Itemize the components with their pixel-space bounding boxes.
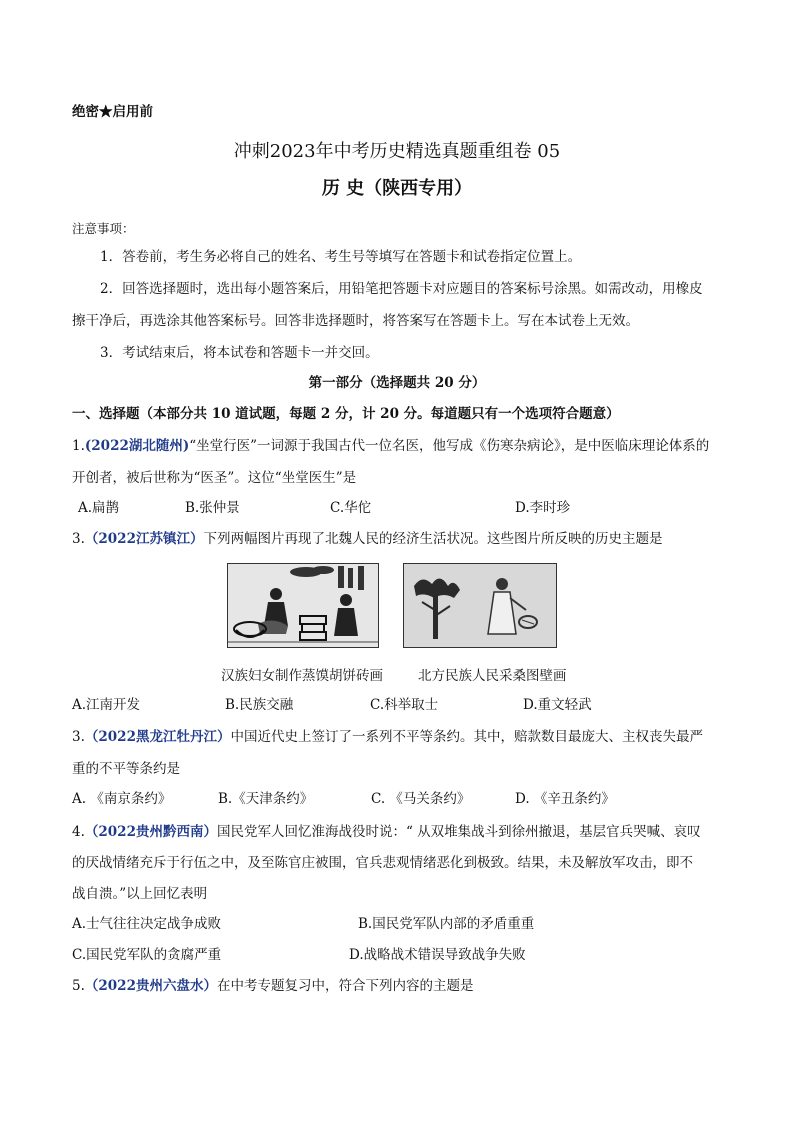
question-number: 3. (72, 531, 85, 547)
q1-option-a: A.扁鹊 (78, 500, 120, 516)
q3-option-c: C. 《马关条约》 (371, 791, 471, 807)
image-caption-1: 汉族妇女制作蒸馍胡饼砖画 (221, 668, 383, 684)
question-1-line-2: 开创者，被后世称为“医圣”。这位“坐堂医生”是 (72, 470, 357, 486)
question-source: （2022黑龙江牡丹江） (84, 729, 231, 745)
q1-option-b: B.张仲景 (185, 500, 240, 516)
question-4-line-1 (72, 823, 701, 841)
q2-option-a: A.江南开发 (72, 697, 141, 713)
q3-option-d: D. 《辛丑条约》 (515, 791, 615, 807)
section-heading: 一、选择题（本部分共 10 道试题，每题 2 分，计 20 分。每道题只有一个选项符合题意） (72, 406, 620, 422)
question-2-line-1 (72, 530, 662, 548)
question-text: 在中考专题复习中，符合下列内容的主题是 (216, 978, 474, 994)
page-title: 冲刺2023年中考历史精选真题重组卷 05 (233, 141, 561, 162)
q1-option-d: D.李时珍 (515, 500, 571, 516)
question-4-line-2: 的厌战情绪充斥于行伍之中，及至陈官庄被围，官兵悲观情绪恶化到极致。结果，未及解放军攻击，即不 (72, 855, 693, 871)
question-1-line-1 (72, 437, 709, 455)
notice-item-1: 1．答卷前，考生务必将自己的姓名、考生号等填写在答题卡和试卷指定位置上。 (100, 249, 582, 265)
part-heading: 第一部分（选择题共 20 分） (308, 375, 486, 391)
question-5-line-1 (72, 977, 473, 995)
question-3-line-1 (72, 728, 703, 746)
question-text: “坐堂行医”一词源于我国古代一位名医，他写成《伤寒杂病论》，是中医临床理论体系的 (189, 438, 710, 454)
q4-option-a: A.士气往往决定战争成败 (72, 916, 222, 932)
question-source: （2022贵州黔西南） (84, 824, 217, 840)
question-source: （2022贵州六盘水） (84, 978, 217, 994)
image-caption-2: 北方民族人民采桑图壁画 (418, 668, 567, 684)
question-4-line-3: 战自溃。”以上回忆表明 (72, 886, 208, 902)
q1-option-c: C.华佗 (330, 500, 372, 516)
question-number: 4. (72, 824, 85, 840)
q3-option-a: A. 《南京条约》 (72, 791, 172, 807)
q2-option-c: C.科举取士 (370, 697, 439, 713)
notice-heading: 注意事项： (72, 221, 135, 236)
page-subtitle: 历 史（陕西专用） (321, 178, 473, 199)
question-source: （2022江苏镇江） (84, 531, 204, 547)
mulberry-mural-image (403, 563, 557, 648)
q3-option-b: B.《天津条约》 (218, 791, 314, 807)
question-text: 中国近代史上签订了一系列不平等条约。其中，赔款数目最庞大、主权丧失最严 (230, 729, 703, 745)
notice-item-2-line-1: 2．回答选择题时，选出每小题答案后，用铅笔把答题卡对应题目的答案标号涂黑。如需改动，用橡皮 (100, 281, 703, 297)
notice-item-3: 3．考试结束后，将本试卷和答题卡一并交回。 (100, 345, 379, 361)
q2-option-b: B.民族交融 (225, 697, 294, 713)
question-text: 国民党军人回忆淮海战役时说：“ 从双堆集战斗到徐州撤退，基层官兵哭喊、哀叹 (216, 824, 701, 840)
q4-option-d: D.战略战术错误导致战争失败 (349, 947, 526, 963)
q4-option-c: C.国民党军队的贪腐严重 (72, 947, 222, 963)
secret-label: 绝密★启用前 (72, 104, 153, 120)
question-text: 下列两幅图片再现了北魏人民的经济生活状况。这些图片所反映的历史主题是 (203, 531, 663, 547)
question-source: (2022湖北随州) (84, 438, 190, 454)
q4-option-b: B.国民党军队内部的矛盾重重 (358, 916, 535, 932)
q2-option-d: D.重文轻武 (523, 697, 592, 713)
brick-painting-image (227, 563, 379, 648)
notice-item-2-line-2: 擦干净后，再选涂其他答案标号。回答非选择题时，将答案写在答题卡上。写在本试卷上无效。 (72, 313, 639, 329)
question-number: 1. (72, 438, 85, 454)
question-number: 5. (72, 978, 85, 994)
question-3-line-2: 重的不平等条约是 (72, 761, 180, 777)
question-number: 3. (72, 729, 85, 745)
